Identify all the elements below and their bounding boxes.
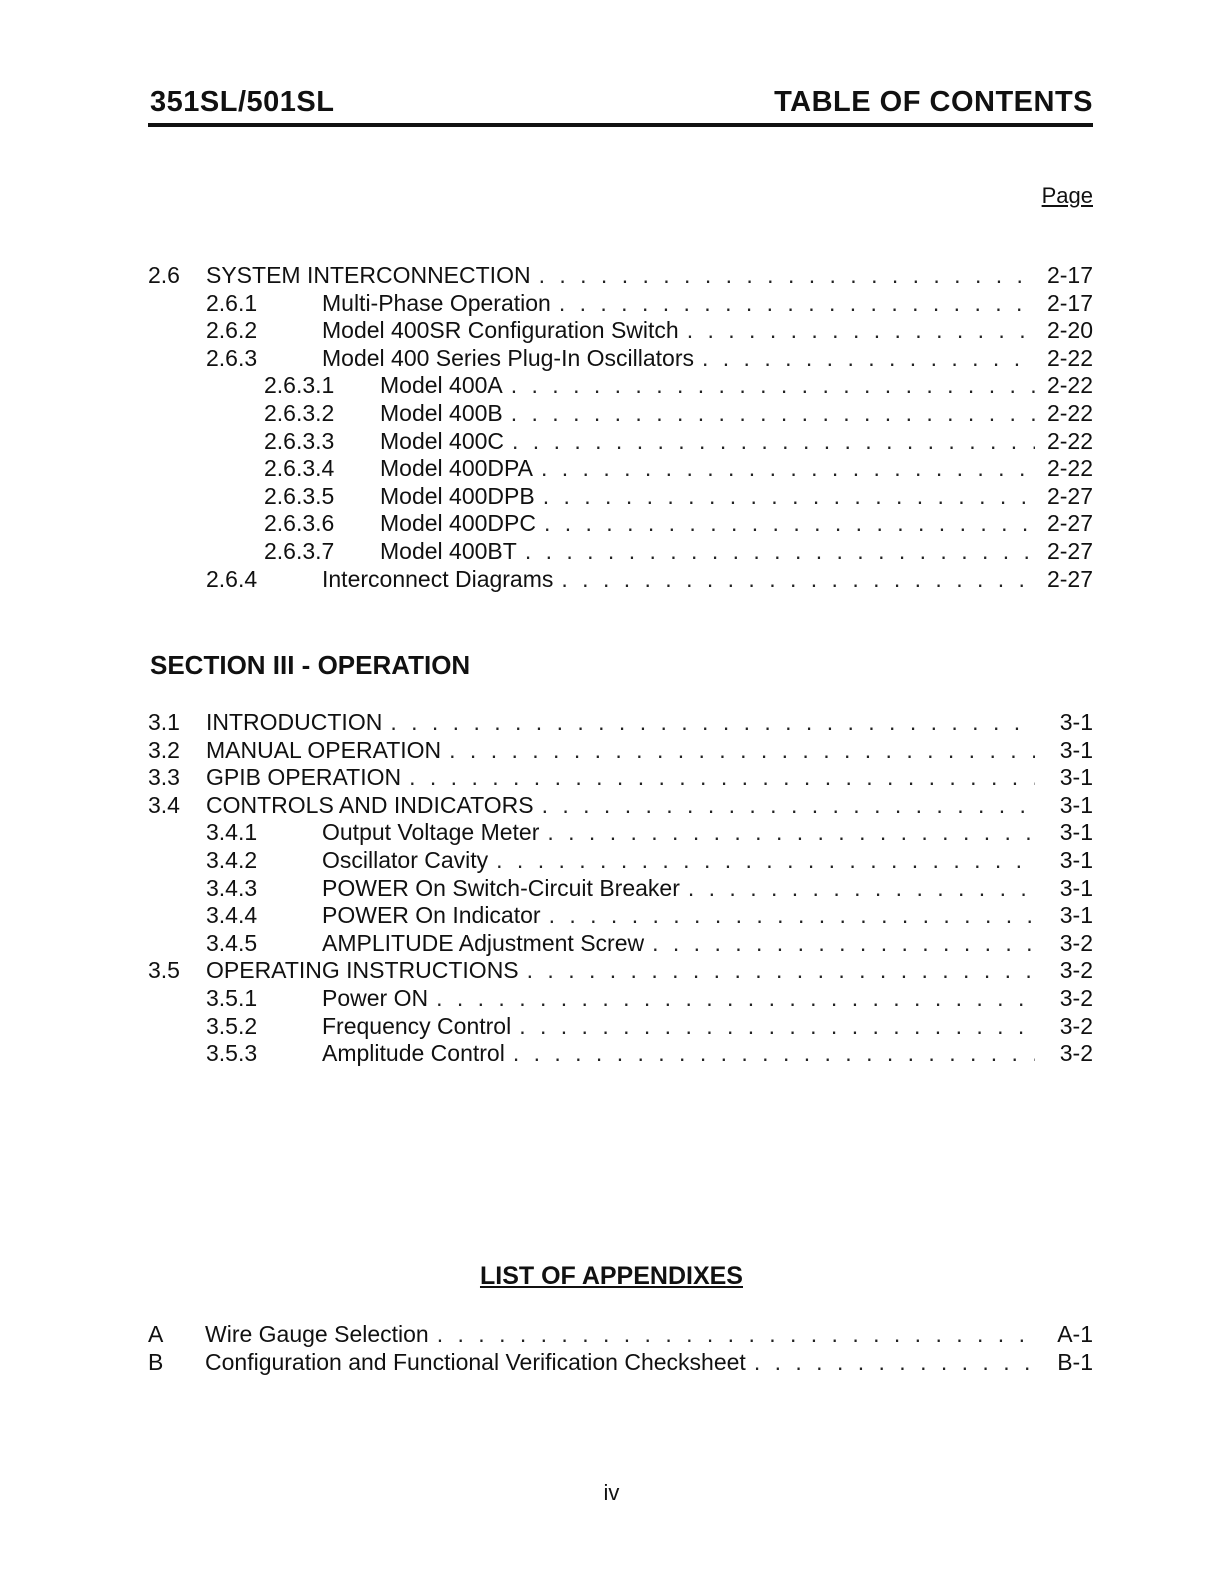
toc-number: 2.6.3.5 [264,482,335,509]
toc-number: 2.6.1 [206,289,258,316]
toc-page: 2-27 [1046,510,1093,537]
toc-number: 3.4.5 [206,929,258,956]
toc-title: Model 400DPB [380,482,535,509]
appendix-title: Configuration and Functional Verification Checksheet [205,1348,746,1375]
toc-title: Interconnect Diagrams [322,565,554,592]
dot-leader [543,483,1035,511]
dot-leader [544,510,1035,538]
toc-page: 2-22 [1046,344,1093,371]
toc-title: CONTROLS AND INDICATORS [206,791,534,818]
toc-entry[interactable] [148,290,1093,318]
page-number: iv [603,1480,620,1505]
toc-title: Multi-Phase Operation [322,289,551,316]
dot-leader [687,317,1035,345]
toc-number: 3.4.1 [206,819,258,846]
dot-leader [754,1349,1035,1377]
toc-entry[interactable] [148,345,1093,373]
toc-number: 2.6.3.7 [264,537,335,564]
toc-title: OPERATING INSTRUCTIONS [206,957,519,984]
toc-number: 3.5.2 [206,1012,258,1039]
toc-page: 2-27 [1046,482,1093,509]
toc-page: 2-20 [1046,317,1093,344]
toc-entry[interactable] [148,819,1093,847]
toc-number: 2.6.3.6 [264,510,335,537]
toc-number: 3.4 [148,791,180,818]
dot-leader [652,930,1035,958]
appendix-list [148,1321,1093,1376]
toc-page: 3-2 [1059,957,1093,984]
toc-number: 2.6.3.1 [264,372,335,399]
dot-leader [496,847,1035,875]
toc-number: 3.5.3 [206,1040,258,1067]
toc-entry[interactable] [148,764,1093,792]
toc-entry[interactable] [148,737,1093,765]
toc-number: 2.6.3 [206,344,258,371]
toc-entry[interactable] [148,875,1093,903]
toc-title: Model 400B [380,399,503,426]
dot-leader [559,290,1035,318]
toc-number: 2.6.4 [206,565,258,592]
dot-leader [390,709,1035,737]
toc-entry[interactable] [148,709,1093,737]
toc-title: Model 400C [380,427,505,454]
dot-leader [409,764,1035,792]
section-heading: SECTION III - OPERATION [150,650,471,680]
toc-title: GPIB OPERATION [206,764,402,791]
toc-page: 3-2 [1059,1040,1093,1067]
toc-page: 2-22 [1046,427,1093,454]
toc-entry[interactable] [148,428,1093,456]
toc-entry[interactable] [148,372,1093,400]
toc-page: 3-2 [1059,929,1093,956]
toc-page: 3-2 [1059,984,1093,1011]
toc-title: POWER On Switch-Circuit Breaker [322,874,680,901]
appendix-letter: B [148,1348,164,1375]
appendix-page: A-1 [1057,1321,1093,1347]
dot-leader [527,957,1035,985]
toc-number: 3.3 [148,764,180,791]
toc-page: 3-1 [1059,791,1093,818]
toc-page: 3-1 [1059,764,1093,791]
toc-page: 2-22 [1046,372,1093,399]
toc-number: 3.1 [148,709,180,735]
toc-entry[interactable] [148,317,1093,345]
toc-section-2 [148,262,1093,593]
toc-page: 2-27 [1046,565,1093,592]
toc-entry[interactable] [148,1013,1093,1041]
dot-leader [542,792,1035,820]
toc-entry[interactable] [148,957,1093,985]
toc-title: Oscillator Cavity [322,846,489,873]
dot-leader [436,985,1035,1013]
toc-title: MANUAL OPERATION [206,736,442,763]
toc-title: POWER On Indicator [322,902,541,929]
toc-entry[interactable] [148,792,1093,820]
toc-section-3 [148,709,1093,1068]
toc-entry[interactable] [148,538,1093,566]
toc-title: Output Voltage Meter [322,819,540,846]
toc-title: Model 400DPA [380,455,533,482]
toc-entry[interactable] [148,930,1093,958]
toc-entry[interactable] [148,262,1093,290]
toc-page: 3-1 [1059,846,1093,873]
toc-entry[interactable] [148,1040,1093,1068]
appendix-entry[interactable] [148,1321,1093,1349]
toc-page: 2-17 [1046,262,1093,288]
dot-leader [437,1321,1035,1349]
toc-title: AMPLITUDE Adjustment Screw [322,929,645,956]
dot-leader [688,875,1035,903]
toc-title: Amplitude Control [322,1040,505,1067]
dot-leader [519,1013,1035,1041]
toc-number: 2.6.3.3 [264,427,335,454]
toc-number: 3.2 [148,736,180,763]
dot-leader [547,819,1035,847]
toc-page: 3-1 [1059,874,1093,901]
toc-title: Model 400 Series Plug-In Oscillators [322,344,694,371]
toc-number: 3.5.1 [206,984,258,1011]
toc-entry[interactable] [148,566,1093,594]
toc-number: 3.4.4 [206,902,258,929]
dot-leader [511,400,1035,428]
dot-leader [702,345,1035,373]
toc-entry[interactable] [148,985,1093,1013]
dot-leader [541,455,1035,483]
toc-title: Model 400SR Configuration Switch [322,317,679,344]
dot-leader [561,566,1035,594]
dot-leader [511,372,1035,400]
dot-leader [449,737,1035,765]
toc-page: 2-27 [1046,537,1093,564]
toc-page: 3-2 [1059,1012,1093,1039]
toc-entry[interactable] [148,510,1093,538]
toc-entry[interactable] [148,400,1093,428]
header-rule [148,123,1093,127]
page-title: TABLE OF CONTENTS [774,86,1093,118]
toc-page: 3-1 [1059,736,1093,763]
toc-page: 2-22 [1046,399,1093,426]
appendix-letter: A [148,1321,164,1347]
toc-page: 3-1 [1059,709,1093,735]
toc-number: 2.6.3.4 [264,455,335,482]
appendix-entry[interactable] [148,1349,1093,1377]
page-column-label: Page [1041,183,1093,208]
toc-page: 2-17 [1046,289,1093,316]
toc-number: 2.6 [148,262,180,288]
toc-number: 3.4.2 [206,846,258,873]
dot-leader [549,902,1035,930]
toc-number: 3.4.3 [206,874,258,901]
toc-title: INTRODUCTION [206,709,383,735]
toc-title: Frequency Control [322,1012,512,1039]
toc-entry[interactable] [148,483,1093,511]
toc-entry[interactable] [148,902,1093,930]
toc-title: Model 400DPC [380,510,536,537]
dot-leader [512,428,1035,456]
toc-title: SYSTEM INTERCONNECTION [206,262,531,288]
toc-title: Model 400A [380,372,503,399]
toc-number: 3.5 [148,957,180,984]
appendix-title: Wire Gauge Selection [205,1321,429,1347]
toc-number: 2.6.2 [206,317,258,344]
toc-title: Power ON [322,984,429,1011]
dot-leader [525,538,1035,566]
dot-leader [513,1040,1035,1068]
document-code: 351SL/501SL [150,86,335,118]
toc-page: 3-1 [1059,819,1093,846]
toc-page: 3-1 [1059,902,1093,929]
toc-entry[interactable] [148,455,1093,483]
dot-leader [539,262,1035,290]
appendix-heading: LIST OF APPENDIXES [479,1262,743,1290]
toc-number: 2.6.3.2 [264,399,335,426]
toc-page: 2-22 [1046,455,1093,482]
toc-entry[interactable] [148,847,1093,875]
toc-title: Model 400BT [380,537,517,564]
appendix-page: B-1 [1057,1348,1093,1375]
